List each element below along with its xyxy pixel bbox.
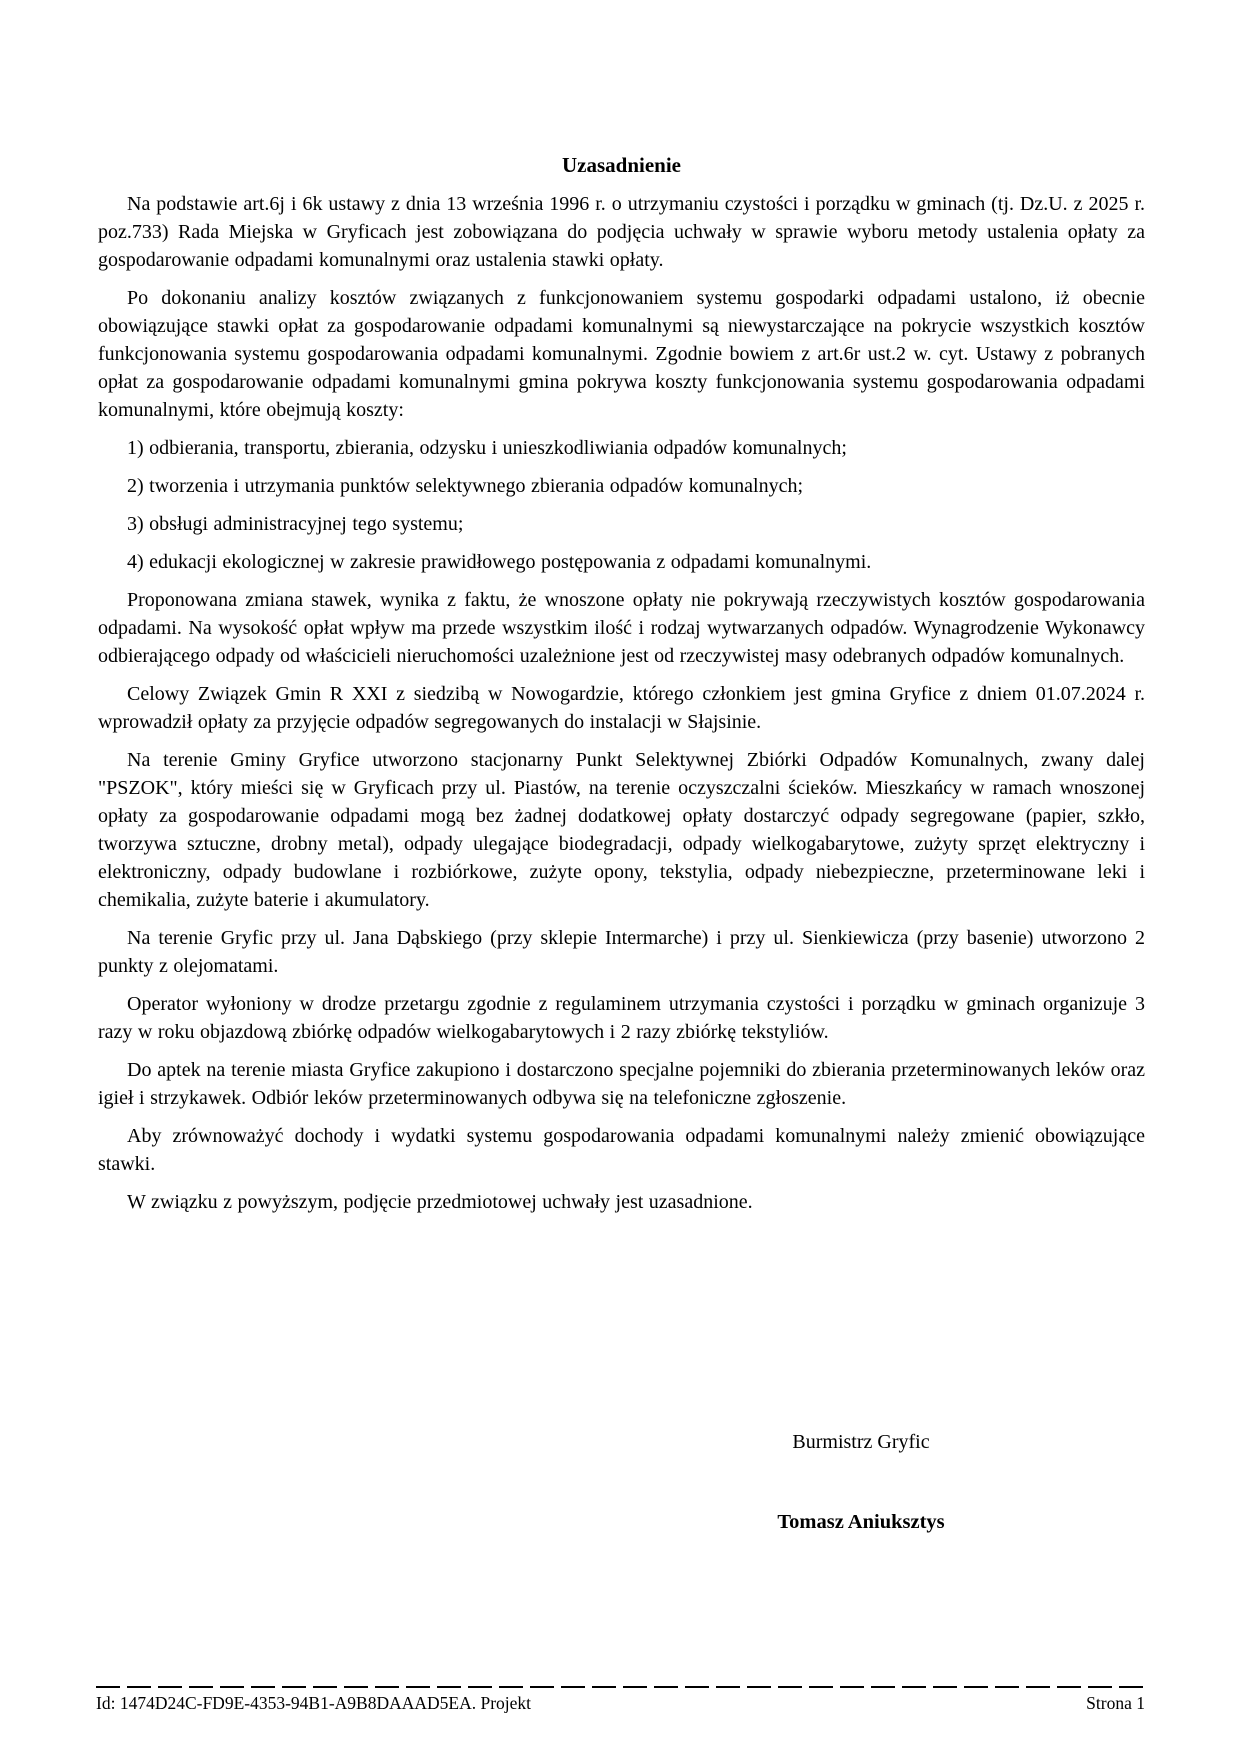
paragraph: Po dokonaniu analizy kosztów związanych z funkcjonowaniem systemu gospodarki odpadami ustalono, iż obecnie obowiązujące stawki opłat za gospodarowanie odpadami komunalnymi są niewystarczające na pokrycie wszystkich kosztów funkcjonowania systemu gospodarowania odpadami komunalnymi. Zgodnie bowiem z art.6r ust.2 w. cyt. Ustawy z pobranych opłat za gospodarowanie odpadami komunalnymi gmina pokrywa koszty funkcjonowania systemu gospodarowania odpadami komunalnymi, które obejmują koszty: — [98, 287, 1145, 421]
paragraph: Celowy Związek Gmin R XXI z siedzibą w Nowogardzie, którego członkiem jest gmina Gryfice z dniem 01.07.2024 r. wprowadził opłaty za przyjęcie odpadów segregowanych do instalacji w Słajsinie. — [98, 683, 1145, 733]
signature-block — [696, 1428, 1026, 1536]
list-item: 4) edukacji ekologicznej w zakresie prawidłowego postępowania z odpadami komunalnymi. — [127, 551, 872, 573]
document-body — [98, 152, 1145, 1536]
page-number: Strona 1 — [1086, 1693, 1145, 1713]
document-id: Id: 1474D24C-FD9E-4353-94B1-A9B8DAAAD5EA. Projekt — [96, 1693, 532, 1713]
page-title: Uzasadnienie — [561, 153, 681, 177]
page-footer — [96, 1686, 1145, 1715]
paragraph: W związku z powyższym, podjęcie przedmiotowej uchwały jest uzasadnione. — [127, 1191, 753, 1213]
list-item: 2) tworzenia i utrzymania punktów selektywnego zbierania odpadów komunalnych; — [127, 475, 804, 497]
paragraph: Proponowana zmiana stawek, wynika z faktu, że wnoszone opłaty nie pokrywają rzeczywistych kosztów gospodarowania odpadami. Na wysokość opłat wpływ ma przede wszystkim ilość i rodzaj wytwarzanych odpadów. Wynagrodzenie Wykonawcy odbierającego odpady od właścicieli nieruchomości uzależnione jest od rzeczywistej masy odebranych odpadów komunalnych. — [98, 589, 1145, 667]
paragraph: Do aptek na terenie miasta Gryfice zakupiono i dostarczono specjalne pojemniki do zbierania przeterminowanych leków oraz igieł i strzykawek. Odbiór leków przeterminowanych odbywa się na telefoniczne zgłoszenie. — [98, 1059, 1145, 1109]
signature-name: Tomasz Aniuksztys — [777, 1511, 945, 1533]
paragraph: Na podstawie art.6j i 6k ustawy z dnia 13 września 1996 r. o utrzymaniu czystości i porządku w gminach (tj. Dz.U. z 2025 r. poz.733) Rada Miejska w Gryficach jest zobowiązana do podjęcia uchwały w sprawie wyboru metody ustalenia opłaty za gospodarowanie odpadami komunalnymi oraz ustalenia stawki opłaty. — [98, 193, 1145, 271]
list-item: 3) obsługi administracyjnej tego systemu; — [127, 513, 464, 535]
paragraph: Na terenie Gminy Gryfice utworzono stacjonarny Punkt Selektywnej Zbiórki Odpadów Komunalnych, zwany dalej "PSZOK", który mieści się w Gryficach przy ul. Piastów, na terenie oczyszczalni ścieków. Mieszkańcy w ramach wnoszonej opłaty za gospodarowanie odpadami mogą bez żadnej dodatkowej opłaty dostarczyć odpady segregowane (papier, szkło, tworzywa sztuczne, drobny metal), odpady ulegające biodegradacji, odpady wielkogabarytowe, zużyty sprzęt elektryczny i elektroniczny, odpady budowlane i rozbiórkowe, zużyte opony, tekstylia, odpady niebezpieczne, przeterminowane leki i chemikalia, zużyte baterie i akumulatory. — [98, 749, 1145, 911]
paragraph: Operator wyłoniony w drodze przetargu zgodnie z regulaminem utrzymania czystości i porządku w gminach organizuje 3 razy w roku objazdową zbiórkę odpadów wielkogabarytowych i 2 razy zbiórkę tekstyliów. — [98, 993, 1145, 1043]
paragraph: Aby zrównoważyć dochody i wydatki systemu gospodarowania odpadami komunalnymi należy zmienić obowiązujące stawki. — [98, 1125, 1145, 1175]
footer-row — [96, 1691, 1145, 1715]
list-item: 1) odbierania, transportu, zbierania, odzysku i unieszkodliwiania odpadów komunalnych; — [127, 437, 847, 459]
footer-divider — [96, 1686, 1145, 1688]
paragraph: Na terenie Gryfic przy ul. Jana Dąbskiego (przy sklepie Intermarche) i przy ul. Sienkiewicza (przy basenie) utworzono 2 punkty z olejomatami. — [98, 927, 1145, 977]
signature-role: Burmistrz Gryfic — [792, 1431, 930, 1453]
